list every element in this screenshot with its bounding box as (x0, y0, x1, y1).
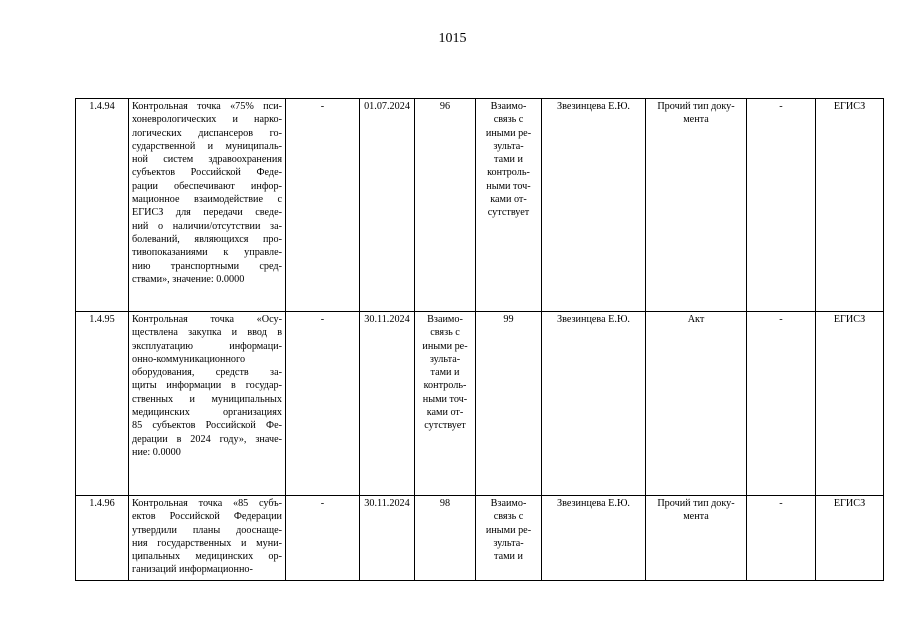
cell-line: Акт (687, 314, 705, 325)
dash-cell-2 (747, 312, 816, 496)
table-row (76, 496, 884, 581)
cell-line: 96 (439, 101, 451, 112)
system-cell (816, 312, 884, 496)
cell-line: Контрольная точка «75% пси- (132, 101, 282, 112)
row-number-cell (76, 496, 129, 581)
cell-line: Взаимо- (427, 314, 463, 325)
system-cell-text: ЕГИСЗ (833, 314, 866, 325)
cell-line: ками от- (490, 194, 527, 206)
cell-line: связь с (430, 327, 460, 339)
cell-line: сударственной и муниципаль- (132, 140, 282, 152)
row-number-cell-text: 1.4.96 (89, 498, 115, 509)
column-5-cell (415, 496, 476, 581)
column-5-cell (415, 99, 476, 312)
cell-line: ний о наличии/отсутствии за- (132, 220, 282, 232)
date-cell (360, 312, 415, 496)
cell-line: зульта- (429, 353, 461, 365)
cell-line: 98 (439, 498, 451, 509)
cell-line: тивопоказаниями к управле- (132, 247, 282, 259)
column-6-cell (476, 312, 542, 496)
cell-line: связь с (493, 511, 524, 523)
cell-line: субъектов Российской Феде- (132, 167, 282, 179)
cell-line: ние: 0.0000 (132, 446, 181, 458)
cell-line: иными ре- (485, 127, 532, 139)
dash-cell-text: - (320, 101, 325, 112)
description-cell (129, 99, 286, 312)
cell-line: Прочий тип доку- (657, 101, 735, 112)
dash-cell-2 (747, 99, 816, 312)
cell-line: ствами», значение: 0.0000 (132, 273, 245, 285)
cell-line: медицинских организациях (132, 407, 282, 419)
cell-line: Взаимо- (490, 498, 527, 509)
date-cell-text: 01.07.2024 (364, 101, 410, 112)
cell-line: ЕГИСЗ для передачи сведе- (132, 207, 282, 219)
row-number-cell (76, 312, 129, 496)
system-cell (816, 496, 884, 581)
cell-line: ками от- (426, 407, 464, 419)
document-type-cell (646, 496, 747, 581)
cell-line: хоневрологических и нарко- (132, 114, 282, 126)
system-cell-text: ЕГИСЗ (833, 498, 866, 509)
cell-line: Прочий тип доку- (657, 498, 735, 509)
cell-line: Контрольная точка «Осу- (132, 314, 282, 325)
cell-line: ектов Российской Федерации (132, 511, 282, 523)
cell-line: нию транспортными сред- (132, 260, 282, 272)
column-6-cell (476, 496, 542, 581)
cell-line: мента (683, 114, 709, 126)
cell-line: ной систем здравоохранения (132, 154, 282, 166)
column-6-cell (476, 99, 542, 312)
date-cell-text: 30.11.2024 (364, 498, 410, 509)
cell-line: эксплуатацию информаци- (132, 340, 282, 352)
cell-line: ственных и муниципальных (132, 393, 282, 405)
column-5-cell (415, 312, 476, 496)
description-cell (129, 496, 286, 581)
dash-cell-2-text: - (779, 498, 783, 509)
cell-line: Взаимо- (490, 101, 527, 112)
cell-line: утвердили планы дооснаще- (132, 524, 282, 536)
dash-cell-2-text: - (779, 101, 783, 112)
cell-line: сутствует (424, 420, 466, 432)
cell-line: 99 (503, 314, 514, 325)
dash-cell (286, 312, 360, 496)
cell-line: ния государственных и муни- (132, 537, 282, 549)
dash-cell (286, 496, 360, 581)
cell-line: ципальных медицинских ор- (132, 551, 282, 563)
cell-line: тами и (430, 367, 460, 379)
page-number: 1015 (438, 31, 467, 46)
document-type-cell (646, 312, 747, 496)
cell-line: Контрольная точка «85 субъ- (132, 498, 282, 509)
table-row (76, 99, 884, 312)
responsible-person-cell (542, 99, 646, 312)
responsible-person-cell-text: Звезинцева Е.Ю. (557, 498, 630, 509)
cell-line: щиты информации в государ- (132, 380, 282, 392)
cell-line: рации обеспечивают инфор- (132, 180, 282, 192)
description-cell (129, 312, 286, 496)
cell-line: мента (683, 511, 709, 523)
cell-line: зульта- (493, 140, 524, 152)
cell-line: контроль- (423, 380, 467, 392)
date-cell-text: 30.11.2024 (364, 314, 410, 325)
dash-cell (286, 99, 360, 312)
responsible-person-cell (542, 312, 646, 496)
cell-line: сутствует (487, 207, 530, 219)
cell-line: ществлена закупка и ввод в (132, 327, 282, 339)
cell-line: ными точ- (486, 180, 531, 192)
cell-line: мационное взаимодействие с (132, 194, 282, 206)
responsible-person-cell-text: Звезинцева Е.Ю. (557, 314, 630, 325)
cell-line: 85 субъектов Российской Фе- (132, 420, 282, 432)
system-cell-text: ЕГИСЗ (833, 101, 866, 112)
data-table (75, 98, 884, 581)
cell-line: оборудования, средств за- (132, 367, 282, 379)
responsible-person-cell-text: Звезинцева Е.Ю. (557, 101, 630, 112)
cell-line: дерации в 2024 году», значе- (132, 433, 282, 445)
table-row (76, 312, 884, 496)
cell-line: тами и (494, 154, 523, 166)
cell-line: связь с (493, 114, 524, 126)
row-number-cell (76, 99, 129, 312)
cell-line: болеваний, являющихся про- (132, 233, 282, 245)
dash-cell-text: - (320, 498, 325, 509)
row-number-cell-text: 1.4.94 (89, 101, 115, 112)
date-cell (360, 99, 415, 312)
date-cell (360, 496, 415, 581)
cell-line: онно-коммуникационного (132, 353, 246, 365)
cell-line: логических диспансеров го- (132, 127, 282, 139)
cell-line: иными ре- (422, 340, 468, 352)
responsible-person-cell (542, 496, 646, 581)
cell-line: ганизаций информационно- (132, 564, 253, 576)
system-cell (816, 99, 884, 312)
cell-line: ными точ- (422, 393, 468, 405)
row-number-cell-text: 1.4.95 (89, 314, 115, 325)
cell-line: иными ре- (485, 524, 532, 536)
document-type-cell (646, 99, 747, 312)
cell-line: контроль- (487, 167, 530, 179)
dash-cell-text: - (320, 314, 325, 325)
dash-cell-2-text: - (779, 314, 783, 325)
dash-cell-2 (747, 496, 816, 581)
cell-line: зульта- (493, 537, 524, 549)
cell-line: тами и (494, 551, 523, 563)
